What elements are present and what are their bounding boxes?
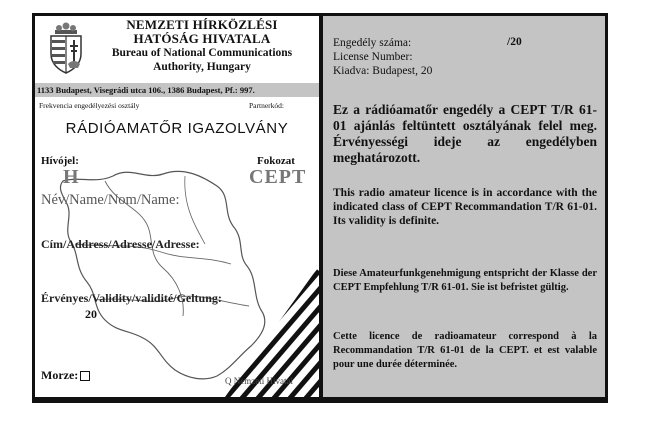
license-number-en-label: License Number:	[333, 51, 413, 63]
authority-name-hu-2: HATÓSÁG HIVATALA	[133, 31, 271, 46]
license-number-label: Engedély száma:	[333, 37, 412, 49]
validity-year: 20	[85, 307, 97, 321]
morse-field	[41, 368, 90, 383]
license-text-panel	[323, 16, 605, 397]
class-label: Fokozat	[257, 155, 295, 167]
partner-code-label: Partnerkód:	[249, 101, 284, 110]
card-title: RÁDIÓAMATŐR IGAZOLVÁNY	[65, 120, 289, 137]
frequency-class-label: Frekvencia engedélyezési osztály	[39, 101, 140, 110]
text-english: This radio amateur licence is in accordance with the indicated class of CEPT Recommandation T/R 61-01. Its validity is definite.	[333, 187, 597, 227]
name-label: Név/Name/Nom/Name:	[41, 192, 180, 208]
morse-label: Morze:	[41, 368, 79, 382]
class-value: CEPT	[249, 166, 307, 188]
text-german: Diese Amateurfunkgenehmigung entspricht der Klasse der CEPT Empfehlung T/R 61-01. Sie ist befristet gültig.	[333, 268, 597, 293]
license-info	[333, 36, 432, 78]
license-card	[32, 13, 608, 403]
callsign-label: Hívójel:	[41, 155, 79, 167]
validity-label: Érvényes/Validity/validité/Geltung:	[41, 291, 222, 305]
issued-line	[333, 64, 432, 78]
coat-of-arms-icon	[47, 22, 85, 74]
issued-label: Kiadva	[333, 65, 367, 77]
authority-header	[35, 16, 319, 84]
authority-name-hu-1: NEMZETI HÍRKÖZLÉSI	[126, 17, 278, 32]
text-french: Cette licence de radioamateur correspond à la Recommandation T/R 61-01 de la CEPT. et est valable pour une durée déterminée.	[333, 331, 597, 370]
authority-name-en-1: Bureau of National Communications	[111, 47, 293, 59]
callsign-value: H	[63, 166, 79, 188]
id-card-panel	[35, 16, 319, 397]
license-number-value: /20	[507, 36, 522, 48]
morse-checkbox[interactable]	[80, 371, 90, 381]
authority-name-en-2: Authority, Hungary	[153, 61, 251, 73]
issued-value: : Budapest, 20	[366, 65, 433, 77]
address-label: Cím/Address/Adresse/Adresse:	[41, 237, 200, 251]
text-hungarian: Ez a rádióamatőr engedély a CEPT T/R 61-01 ajánlás feltüntett osztályának felel meg. Érvényességi ideje az engedélyben meghatározott.	[333, 102, 597, 165]
authority-address: 1133 Budapest, Visegrádi utca 106., 1386 Budapest, Pf.: 997.	[35, 83, 319, 97]
signature-stamp: Q Nemzeti Hivatal	[225, 376, 293, 386]
